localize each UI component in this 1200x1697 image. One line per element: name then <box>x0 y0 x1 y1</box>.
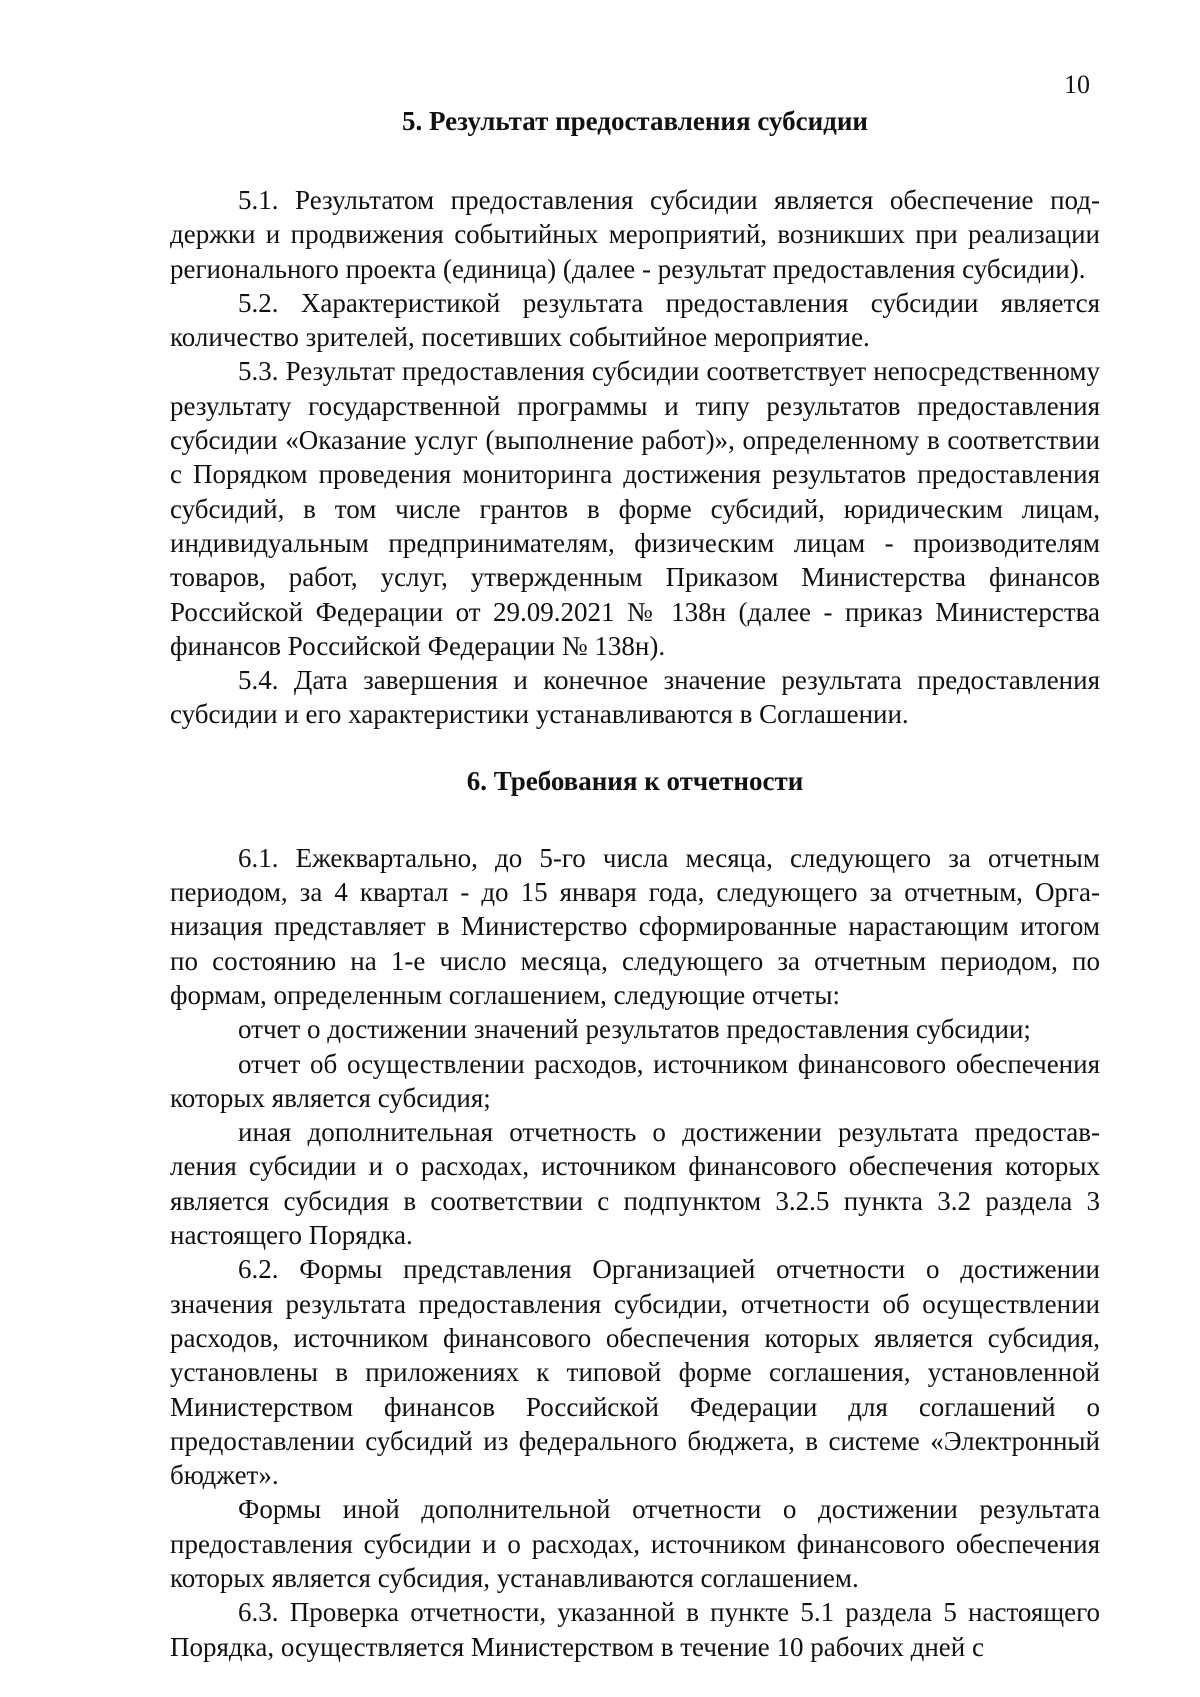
document-body <box>170 104 1100 1664</box>
paragraph-6-2: 6.2. Формы представления Организацией отчетности о достижении значения результата предоставления субсидии, отчетности об осуществлении расходов, источником финансового обеспечения которых является субсидия, установлены в приложениях к типовой форме соглашения, установленной Министерством финансов Российской Федерации для соглашений о предоставлении субсидий из федерального бюджета, в системе «Электронный бюджет». <box>170 1254 1100 1491</box>
section-5-heading: 5. Результат предоставления субсидии <box>402 106 868 136</box>
paragraph-5-1: 5.1. Результатом предоставления субсидии является обеспечение поддержки и продвижения событийных мероприятий, возникших при реализации регионального проекта (единица) (далее - результат предоставления субсидии). <box>170 185 1100 284</box>
paragraph-5-4: 5.4. Дата завершения и конечное значение результата предоставления субсидии и его характеристики устанавливаются в Соглашении. <box>170 665 1100 730</box>
paragraph-5-3: 5.3. Результат предоставления субсидии соответствует непосредственному результату государственной программы и типу результатов предоставления субсидии «Оказание услуг (выполнение работ)», определенному в соответствии с Порядком проведения мониторинга достижения результатов предоставления субсидий, в том числе грантов в форме субсидий, юридическим лицам, индивидуальным предпринимателям, физическим лицам - производителям товаров, работ, услуг, утвержденным Приказом Министерства финансов Российской Федерации от 29.09.2021 № 138н (далее - приказ Министерства финансов Российской Федерации № 138н). <box>170 356 1100 661</box>
report-item-expenses: отчет об осуществлении расходов, источником финансового обеспечения которых является субсидия; <box>170 1048 1100 1113</box>
report-item-additional: иная дополнительная отчетность о достижении результата предоставления субсидии и о расходах, источником финансового обеспечения которых является субсидия в соответствии с подпунктом 3.2.5 пункта 3.2 раздела 3 настоящего Порядка. <box>170 1117 1100 1251</box>
report-item-results: отчет о достижении значений результатов предоставления субсидии; <box>238 1014 1031 1045</box>
section-6-heading: 6. Требования к отчетности <box>466 765 804 796</box>
paragraph-additional-forms: Формы иной дополнительной отчетности о достижении результата предоставления субсидии и о расходах, источником финансового обеспечения которых является субсидия, устанавливаются соглашением. <box>170 1494 1100 1593</box>
paragraph-6-1: 6.1. Ежеквартально, до 5-го числа месяца, следующего за отчетным периодом, за 4 квартал - до 15 января года, следующего за отчетным, Организация представляет в Министерство сформированные нарастающим итогом по состоянию на 1-е число месяца, следующего за отчетным периодом, по формам, определенным соглашением, следующие отчеты: <box>170 842 1100 1010</box>
page-number: 10 <box>1064 70 1090 99</box>
paragraph-5-2: 5.2. Характеристикой результата предоставления субсидии является количество зрителей, посетивших событийное мероприятие. <box>170 287 1100 353</box>
paragraph-6-3: 6.3. Проверка отчетности, указанной в пункте 5.1 раздела 5 настоящего Порядка, осуществляется Министерством в течение 10 рабочих дней с <box>170 1597 1100 1662</box>
